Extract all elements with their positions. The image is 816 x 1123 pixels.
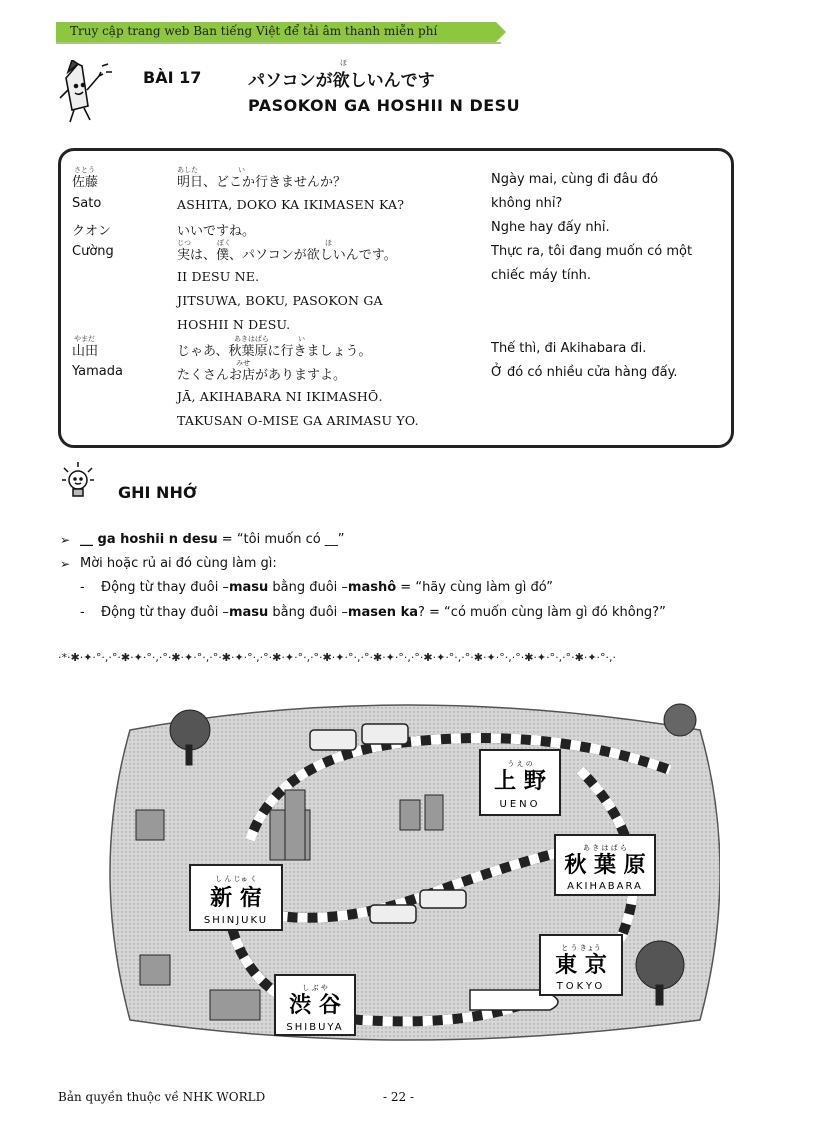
line-ruby: あした: [177, 166, 198, 174]
dialogue-romaji-line: JITSUWA, BOKU, PASOKON GA: [177, 293, 383, 308]
station-kanji: 東 京: [555, 953, 607, 978]
station-shibuya: [275, 975, 355, 1035]
dialogue-vn-line: Thực ra, tôi đang muốn có một: [491, 244, 693, 259]
bullet-arrow-icon: ➢: [60, 533, 71, 547]
station-romaji: UENO: [499, 799, 541, 810]
dialogue-vn-line: Ngày mai, cùng đi đâu đó: [491, 172, 659, 187]
speaker-name: Yamada: [72, 364, 123, 379]
station-romaji: TOKYO: [556, 981, 606, 992]
dialogue-vn-line: không nhỉ?: [491, 196, 563, 211]
station-kana: し ぶ や: [302, 984, 328, 992]
dialogue-romaji-line: HOSHII N DESU.: [177, 317, 291, 332]
dialogue-romaji-line: ASHITA, DOKO KA IKIMASEN KA?: [177, 197, 405, 212]
line-ruby: ほ: [325, 239, 332, 247]
dash-bullet: -: [80, 580, 85, 595]
dialogue-jp-line: 明日、どこか行きませんか？: [177, 175, 347, 190]
station-kanji: 上 野: [494, 769, 546, 794]
note-text: ? = “có muốn cùng làm gì đó không?”: [418, 605, 666, 620]
speaker-ruby: やまだ: [74, 335, 95, 343]
station-kana: と う きょう: [561, 944, 601, 952]
title-ruby: ほ: [340, 59, 347, 67]
note-item: Mời hoặc rủ ai đó cùng làm gì:: [80, 556, 277, 571]
note-bold: masen ka: [347, 605, 418, 620]
line-ruby: ぼく: [217, 239, 231, 247]
speaker-name: Cường: [72, 244, 114, 259]
station-kana: う え の: [507, 760, 533, 768]
station-shinjuku: [190, 865, 282, 930]
speaker-jp: 山田: [72, 344, 99, 359]
note-text: Động từ thay đuôi –: [101, 605, 229, 620]
station-kana: し ん じゅ く: [215, 875, 257, 883]
note-item: [80, 532, 345, 547]
dash-bullet: -: [80, 605, 85, 620]
dialogue-jp-line: いいですね。: [177, 224, 256, 239]
note-text: Động từ thay đuôi –: [101, 580, 229, 595]
dialogue-romaji-line: JĀ, AKIHABARA NI IKIMASHŌ.: [177, 389, 383, 404]
station-romaji: SHINJUKU: [203, 915, 269, 926]
note-bold: masu: [228, 605, 269, 620]
dialogue-jp-line: じゃあ、秋葉原に行きましょう。: [177, 344, 372, 359]
speaker-jp: 佐藤: [72, 175, 99, 190]
note-bold: masu: [228, 580, 269, 595]
dialogue-vn-line: Nghe hay đấy nhỉ.: [491, 220, 610, 235]
line-ruby: い: [238, 166, 245, 174]
line-ruby: みせ: [236, 359, 250, 367]
note-text: bằng đuôi –: [268, 580, 348, 595]
note-bold: __ ga hoshii n desu: [80, 532, 218, 547]
pencil-mascot-icon: [58, 60, 122, 126]
speaker-jp: クオン: [72, 224, 112, 239]
dialogue-vn-line: Thế thì, đi Akihabara đi.: [491, 341, 647, 356]
lesson-number: BÀI 17: [143, 68, 202, 87]
dialogue-romaji-line: II DESU NE.: [177, 269, 260, 284]
note-text: = “tôi muốn có __”: [217, 532, 345, 547]
footer-copyright: Bản quyền thuộc về NHK WORLD: [58, 1090, 266, 1104]
page-number: - 22 -: [383, 1090, 415, 1104]
dialogue-jp-line: たくさんお店がありますよ。: [177, 368, 347, 383]
dialogue-romaji-line: TAKUSAN O-MISE GA ARIMASU YO.: [177, 413, 419, 428]
dialogue-vn-line: chiếc máy tính.: [491, 268, 592, 283]
lesson-title-romaji: PASOKON GA HOSHII N DESU: [248, 96, 521, 115]
header-banner: [56, 20, 506, 44]
station-kana: あ き は ば ら: [583, 844, 627, 852]
station-tokyo: [540, 935, 622, 995]
station-kanji: 新 宿: [210, 886, 262, 911]
speaker-name: Sato: [72, 196, 102, 211]
station-ueno: [480, 750, 560, 815]
station-akihabara: [555, 835, 655, 895]
station-romaji: AKIHABARA: [567, 881, 643, 892]
notes-heading: GHI NHỚ: [118, 483, 197, 502]
lesson-title-jp: [248, 66, 435, 91]
dialogue-jp-line: 実は、僕、パソコンが欲しいんです。: [177, 248, 397, 263]
line-ruby: じつ: [177, 239, 191, 247]
sun-icon: [664, 704, 696, 736]
bullet-arrow-icon: ➢: [60, 557, 71, 571]
station-kanji: 秋 葉 原: [564, 853, 646, 878]
divider-pattern: ·*·✱·✦·°·,·°·✱·✦·°·,·°·✱·✦·°·,·°·✱·✦·°·,·°·✱·✦·°·,·°·✱·✦·°·,·°·✱·✦·°·,·°·✱·✦·°·,·°·✱·✦·°·,·°·✱·✦·°·,·°·✱·✦·°·,·: [58, 651, 617, 664]
note-text: bằng đuôi –: [268, 605, 348, 620]
lightbulb-icon: [60, 460, 100, 504]
lesson-title-jp-text: パソコンが欲しいんです: [248, 71, 435, 91]
note-sub-item: [101, 605, 666, 620]
note-sub-item: [101, 580, 553, 595]
line-ruby: あきはばら: [234, 335, 269, 343]
speaker-ruby: さとう: [74, 166, 95, 174]
decorative-divider: [58, 648, 758, 666]
dialogue-vn-line: Ở đó có nhiều cửa hàng đấy.: [491, 365, 678, 380]
banner-text: Truy cập trang web Ban tiếng Việt để tải âm thanh miễn phí: [70, 24, 438, 38]
line-ruby: い: [298, 335, 305, 343]
station-kanji: 渋 谷: [289, 993, 341, 1018]
dialogue-box: [58, 148, 734, 448]
note-bold: mashô: [347, 580, 397, 595]
station-romaji: SHIBUYA: [286, 1022, 344, 1033]
note-text: = “hãy cùng làm gì đó”: [396, 580, 553, 595]
tokyo-rail-map-illustration: [100, 690, 720, 1050]
